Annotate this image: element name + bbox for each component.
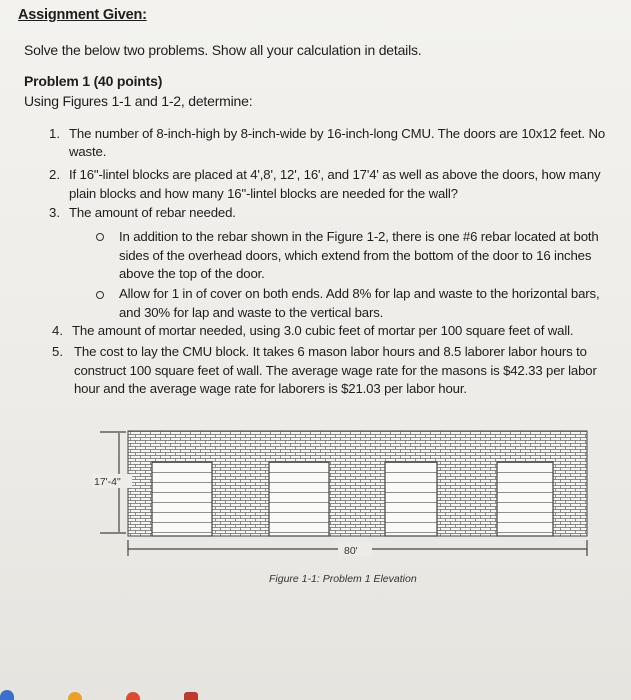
taskbar-strip bbox=[0, 688, 631, 700]
item-text: waste. bbox=[69, 144, 107, 159]
assignment-heading: Assignment Given: bbox=[18, 7, 147, 23]
subitem-text: and 30% for lap and waste to the vertical bars. bbox=[119, 305, 384, 320]
item-number: 5. bbox=[52, 344, 63, 359]
item-number: 4. bbox=[52, 323, 63, 338]
door-2 bbox=[269, 462, 329, 536]
item-text: The number of 8-inch-high by 8-inch-wide by 16-inch-long CMU. The doors are 10x12 feet. No bbox=[69, 126, 606, 141]
door-3 bbox=[385, 462, 437, 536]
problem-intro: Using Figures 1-1 and 1-2, determine: bbox=[24, 93, 253, 109]
problem-title: Problem 1 (40 points) bbox=[24, 73, 163, 89]
item-text: If 16"-lintel blocks are placed at 4',8', 12', 16', and 17'4' as well as above the doors, how many bbox=[69, 167, 601, 182]
app-icon[interactable] bbox=[68, 692, 82, 700]
item-number: 1. bbox=[49, 126, 60, 141]
door-4 bbox=[497, 462, 553, 536]
item-text: The cost to lay the CMU block. It takes 6 mason labor hours and 8.5 laborer labor hours to bbox=[74, 344, 587, 359]
item-number: 3. bbox=[49, 205, 60, 220]
item-text: hour and the average wage rate for laborers is $21.03 per labor hour. bbox=[74, 381, 467, 396]
instructions-text: Solve the below two problems. Show all your calculation in details. bbox=[24, 42, 422, 58]
item-text: plain blocks and how many 16"-lintel blocks are needed for the wall? bbox=[69, 186, 458, 201]
app-icon[interactable] bbox=[184, 692, 198, 700]
item-text: The amount of mortar needed, using 3.0 cubic feet of mortar per 100 square feet of wall. bbox=[72, 323, 574, 338]
item-number: 2. bbox=[49, 167, 60, 182]
item-text: construct 100 square feet of wall. The average wage rate for the masons is $42.33 per labor bbox=[74, 363, 597, 378]
subitem-text: sides of the overhead doors, which extend from the bottom of the door to 16 inches bbox=[119, 248, 592, 263]
height-label: 17'-4" bbox=[94, 476, 121, 488]
figure-caption: Figure 1-1: Problem 1 Elevation bbox=[269, 573, 417, 585]
door-1 bbox=[152, 462, 212, 536]
subitem-text: In addition to the rebar shown in the Figure 1-2, there is one #6 rebar located at both bbox=[119, 229, 599, 244]
item-text: The amount of rebar needed. bbox=[69, 205, 236, 220]
app-icon[interactable] bbox=[0, 690, 14, 700]
subitem-text: above the top of the door. bbox=[119, 266, 265, 281]
subitem-text: Allow for 1 in of cover on both ends. Add 8% for lap and waste to the horizontal bars, bbox=[119, 286, 600, 301]
app-icon[interactable] bbox=[126, 692, 140, 700]
width-label: 80' bbox=[344, 545, 358, 557]
